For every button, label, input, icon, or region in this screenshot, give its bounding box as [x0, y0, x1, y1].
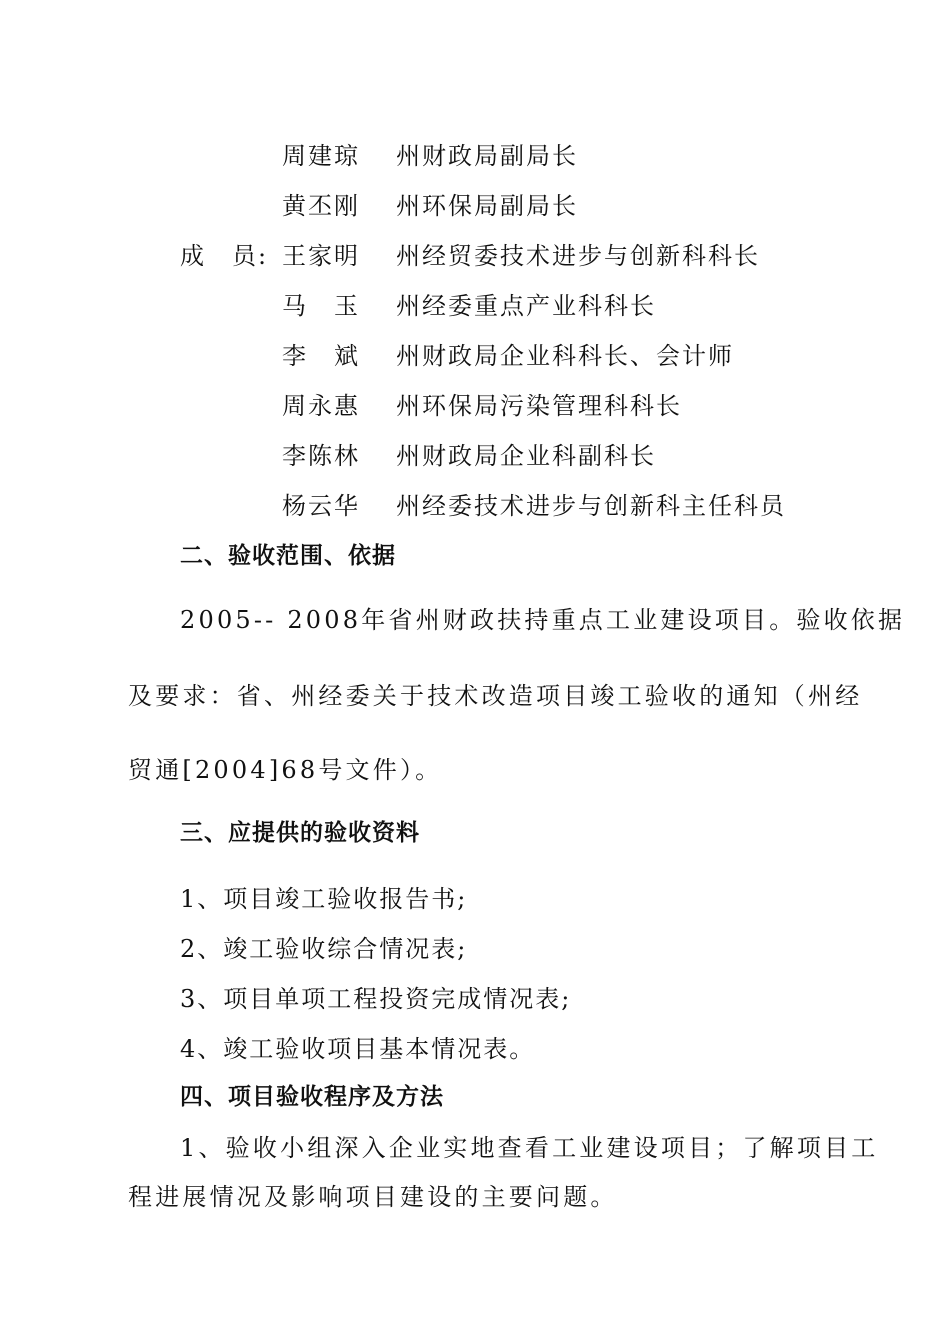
member-name: 李 斌: [282, 342, 360, 370]
paragraph-line: 2005-- 2008年省州财政扶持重点工业建设项目。验收依据: [180, 606, 906, 634]
member-title: 州经贸委技术进步与创新科科长: [396, 242, 760, 270]
member-title: 州环保局污染管理科科长: [396, 392, 682, 420]
section-heading: 四、项目验收程序及方法: [180, 1084, 444, 1110]
list-item: 4、竣工验收项目基本情况表。: [180, 1035, 536, 1063]
member-title: 州财政局企业科科长、会计师: [396, 342, 734, 370]
section-heading: 二、验收范围、依据: [180, 543, 396, 569]
member-name: 周建琼: [282, 142, 360, 170]
member-title: 州环保局副局长: [396, 192, 578, 220]
member-name: 杨云华: [282, 492, 360, 520]
section-heading: 三、应提供的验收资料: [180, 820, 420, 846]
paragraph-line: 及要求：省、州经委关于技术改造项目竣工验收的通知（州经: [128, 682, 863, 710]
paragraph-line: 贸通[2004]68号文件）。: [128, 756, 443, 784]
member-name: 王家明: [282, 242, 360, 270]
member-name: 黄丕刚: [282, 192, 360, 220]
member-title: 州经委重点产业科科长: [396, 292, 656, 320]
list-item: 1、项目竣工验收报告书;: [180, 885, 468, 913]
members-label: 成 员:: [180, 242, 269, 270]
member-title: 州财政局副局长: [396, 142, 578, 170]
paragraph-line: 1、验收小组深入企业实地查看工业建设项目；了解项目工: [180, 1134, 879, 1162]
list-item: 3、项目单项工程投资完成情况表;: [180, 985, 572, 1013]
member-name: 周永惠: [282, 392, 360, 420]
member-title: 州财政局企业科副科长: [396, 442, 656, 470]
member-name: 李陈林: [282, 442, 360, 470]
member-name: 马 玉: [282, 292, 360, 320]
list-item: 2、竣工验收综合情况表;: [180, 935, 468, 963]
member-title: 州经委技术进步与创新科主任科员: [396, 492, 786, 520]
paragraph-line: 程进展情况及影响项目建设的主要问题。: [128, 1183, 618, 1211]
